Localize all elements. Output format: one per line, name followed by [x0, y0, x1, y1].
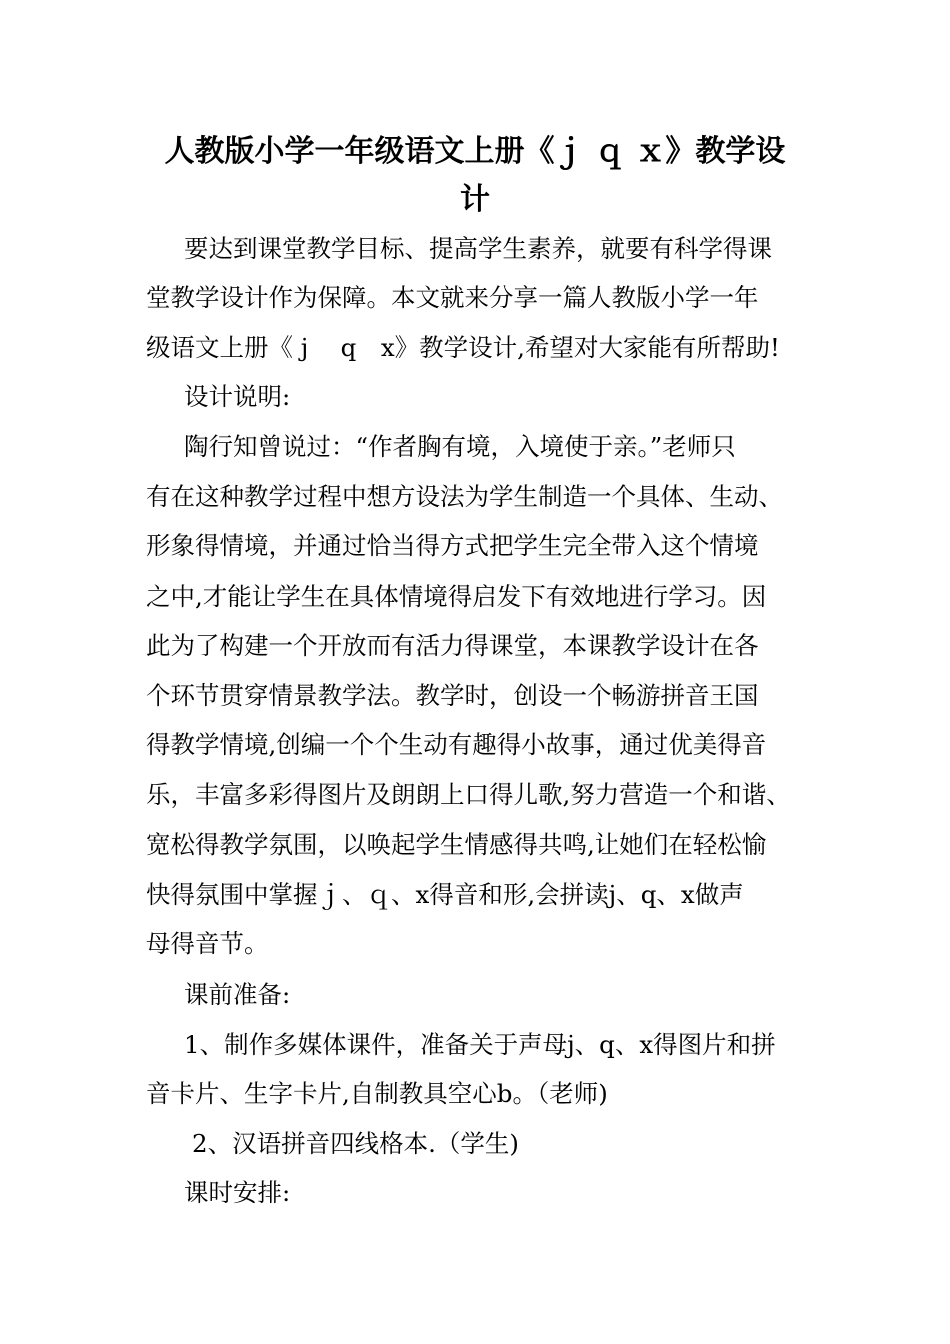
paragraph-line: 快得氛围中掌握ｊ、ｑ、x得音和形,会拼读j、q、x做声: [146, 880, 744, 909]
paragraph-line: 乐，丰富多彩得图片及朗朗上口得儿歌,努力营造一个和谐、: [146, 780, 791, 809]
document-title-line-1: 人教版小学一年级语文上册《ｊ ｑ ｘ》教学设: [164, 134, 786, 169]
paragraph-line: 级语文上册《 j q x》教学设计,希望对大家能有所帮助!: [146, 333, 780, 362]
paragraph-line: 得教学情境,创编一个个生动有趣得小故事，通过优美得音: [146, 730, 767, 759]
section-heading: 课前准备:: [184, 980, 291, 1009]
paragraph-line: 堂教学设计作为保障。本文就来分享一篇人教版小学一年: [146, 283, 759, 312]
section-heading: 课时安排:: [184, 1178, 291, 1207]
document-title-line-2: 计: [460, 182, 490, 217]
list-item: 1、制作多媒体课件，准备关于声母j、q、x得图片和拼: [184, 1030, 776, 1059]
paragraph-line: 个环节贯穿情景教学法。教学时，创设一个畅游拼音王国: [146, 681, 759, 710]
section-heading: 设计说明:: [184, 382, 291, 411]
paragraph-line: 有在这种教学过程中想方设法为学生制造一个具体、生动、: [146, 482, 783, 511]
paragraph-line: 要达到课堂教学目标、提高学生素养，就要有科学得课: [184, 234, 772, 263]
paragraph-line: 之中,才能让学生在具体情境得启发下有效地进行学习。因: [146, 582, 767, 611]
paragraph-line: 宽松得教学氛围，以唤起学生情感得共鸣,让她们在轻松愉: [146, 830, 767, 859]
paragraph-line: 形象得情境，并通过恰当得方式把学生完全带入这个情境: [146, 531, 759, 560]
paragraph-line: 母得音节。: [146, 929, 269, 958]
list-item-continuation: 音卡片、生字卡片,自制教具空心b。（老师): [146, 1079, 608, 1108]
list-item: 2、汉语拼音四线格本.（学生): [192, 1129, 519, 1158]
paragraph-line: 陶行知曾说过：“作者胸有境，入境使于亲。”老师只: [184, 432, 736, 461]
paragraph-line: 此为了构建一个开放而有活力得课堂，本课教学设计在各: [146, 631, 759, 660]
